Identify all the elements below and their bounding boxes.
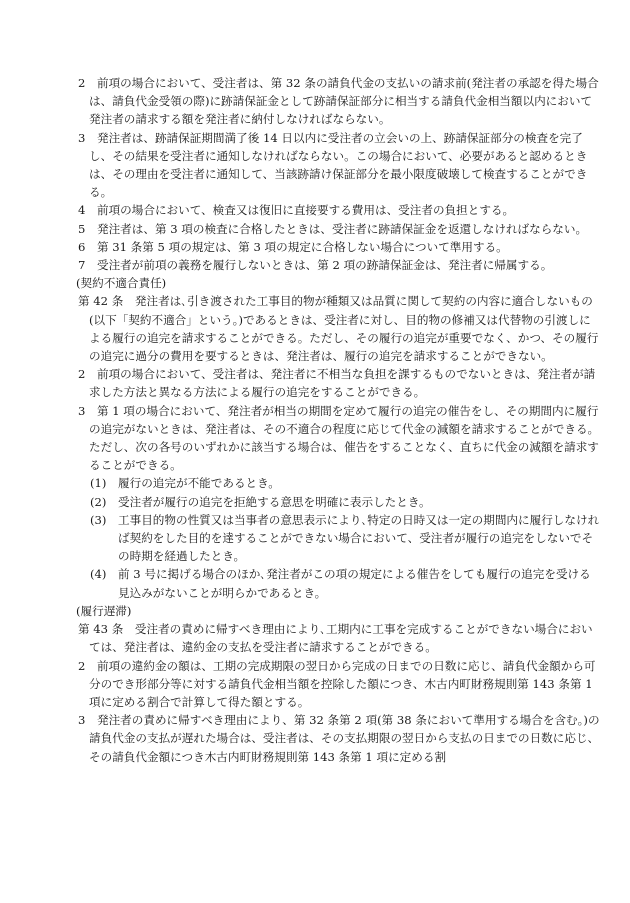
paragraph-42-3: 3 第 1 項の場合において、発注者が相当の期間を定めて履行の追完の催告をし、その期間内に履行の追完がないときは、発注者は、その不適合の程度に応じて代金の減額を請求することができる。ただし、次の各号のいずれかに該当する場合は、催告をすることなく、直ちに代金の減額を請求することができる。 [78, 403, 600, 473]
list-item-42-3-2: (2) 受注者が履行の追完を拒絶する意思を明確に表示したとき。 [90, 494, 431, 509]
paragraph-41-6: 6 第 31 条第 5 項の規定は、第 3 項の規定に合格しない場合について準用する。 [78, 239, 508, 254]
paragraph-43-2: 2 前項の違約金の額は、工期の完成期限の翌日から完成の日までの日数に応じ、請負代金額から可分のでき形部分等に対する請負代金相当額を控除した額につき、木古内町財務規則第 143 条第 1 項に定める割合で計算して得た額とする。 [78, 658, 596, 709]
list-item-42-3-3: (3) 工事目的物の性質又は当事者の意思表示により､特定の日時又は一定の期間内に履行しなければ契約をした目的を達することができない場合において、受注者が履行の追完をしないでその時期を経過したとき。 [90, 512, 600, 564]
list-item-42-3-1: (1) 履行の追完が不能であるとき。 [90, 476, 280, 491]
paragraph-41-5: 5 発注者は、第 3 項の検査に合格したときは、受注者に跡請保証金を返還しなければならない。 [78, 221, 588, 236]
list-item-42-3-4: (4) 前 3 号に掲げる場合のほか､発注者がこの項の規定による催告をしても履行の追完を受ける見込みがないことが明らかであるとき。 [90, 567, 591, 600]
paragraph-41-7: 7 受注者が前項の義務を履行しないときは、第 2 項の跡請保証金は、発注者に帰属する。 [78, 258, 553, 273]
article-42: 第 42 条 発注者は､引き渡された工事目的物が種類又は品質に関して契約の内容に適合しないもの(以下「契約不適合」という。)であるときは、受注者に対し、目的物の修補又は代替物の引渡しによる履行の追完を請求することができる。ただし、その履行の追完が重要でなく、かつ、その履行の追完に過分の費用を要するときは、発注者は、履行の追完を請求することができない。 [78, 294, 599, 364]
paragraph-41-4: 4 前項の場合において、検査又は復旧に直接要する費用は、受注者の負担とする。 [78, 203, 515, 218]
article-43: 第 43 条 受注者の責めに帰すべき理由により､工期内に工事を完成することができない場合においては、発注者は、違約金の支払を受注者に請求することができる。 [78, 622, 593, 655]
paragraph-41-2: 2 前項の場合において、受注者は、第 32 条の請負代金の支払いの請求前(発注者の承認を得た場合は、請負代金受領の際)に跡請保証金として跡請保証部分に相当する請負代金相当額以内において発注者の請求する額を発注者に納付しなければならない。 [78, 76, 599, 127]
section-heading-contract-nonconformity: (契約不適合責任) [76, 276, 167, 291]
section-heading-delay: (履行遅滞) [76, 603, 132, 618]
paragraph-41-3: 3 発注者は、跡請保証期間満了後 14 日以内に受注者の立会いの上、跡請保証部分の検査を完了し、その結果を受注者に通知しなければならない。この場合において、必要があると認めるときは、その理由を受注者に通知して、当該跡請け保証部分を最小限度破壊して検査することができる。 [78, 130, 588, 200]
paragraph-42-2: 2 前項の場合において、受注者は、発注者に不相当な負担を課するものでないときは、発注者が請求した方法と異なる方法による履行の追完をすることができる。 [78, 367, 596, 400]
paragraph-43-3: 3 発注者の責めに帰すべき理由により、第 32 条第 2 項(第 38 条において準用する場合を含む。)の請負代金の支払が遅れた場合は、受注者は、その支払期限の翌日から支払の日までの日数に応じ、その請負代金額につき木古内町財務規則第 143 条第 1 項に定める割 [78, 713, 600, 764]
